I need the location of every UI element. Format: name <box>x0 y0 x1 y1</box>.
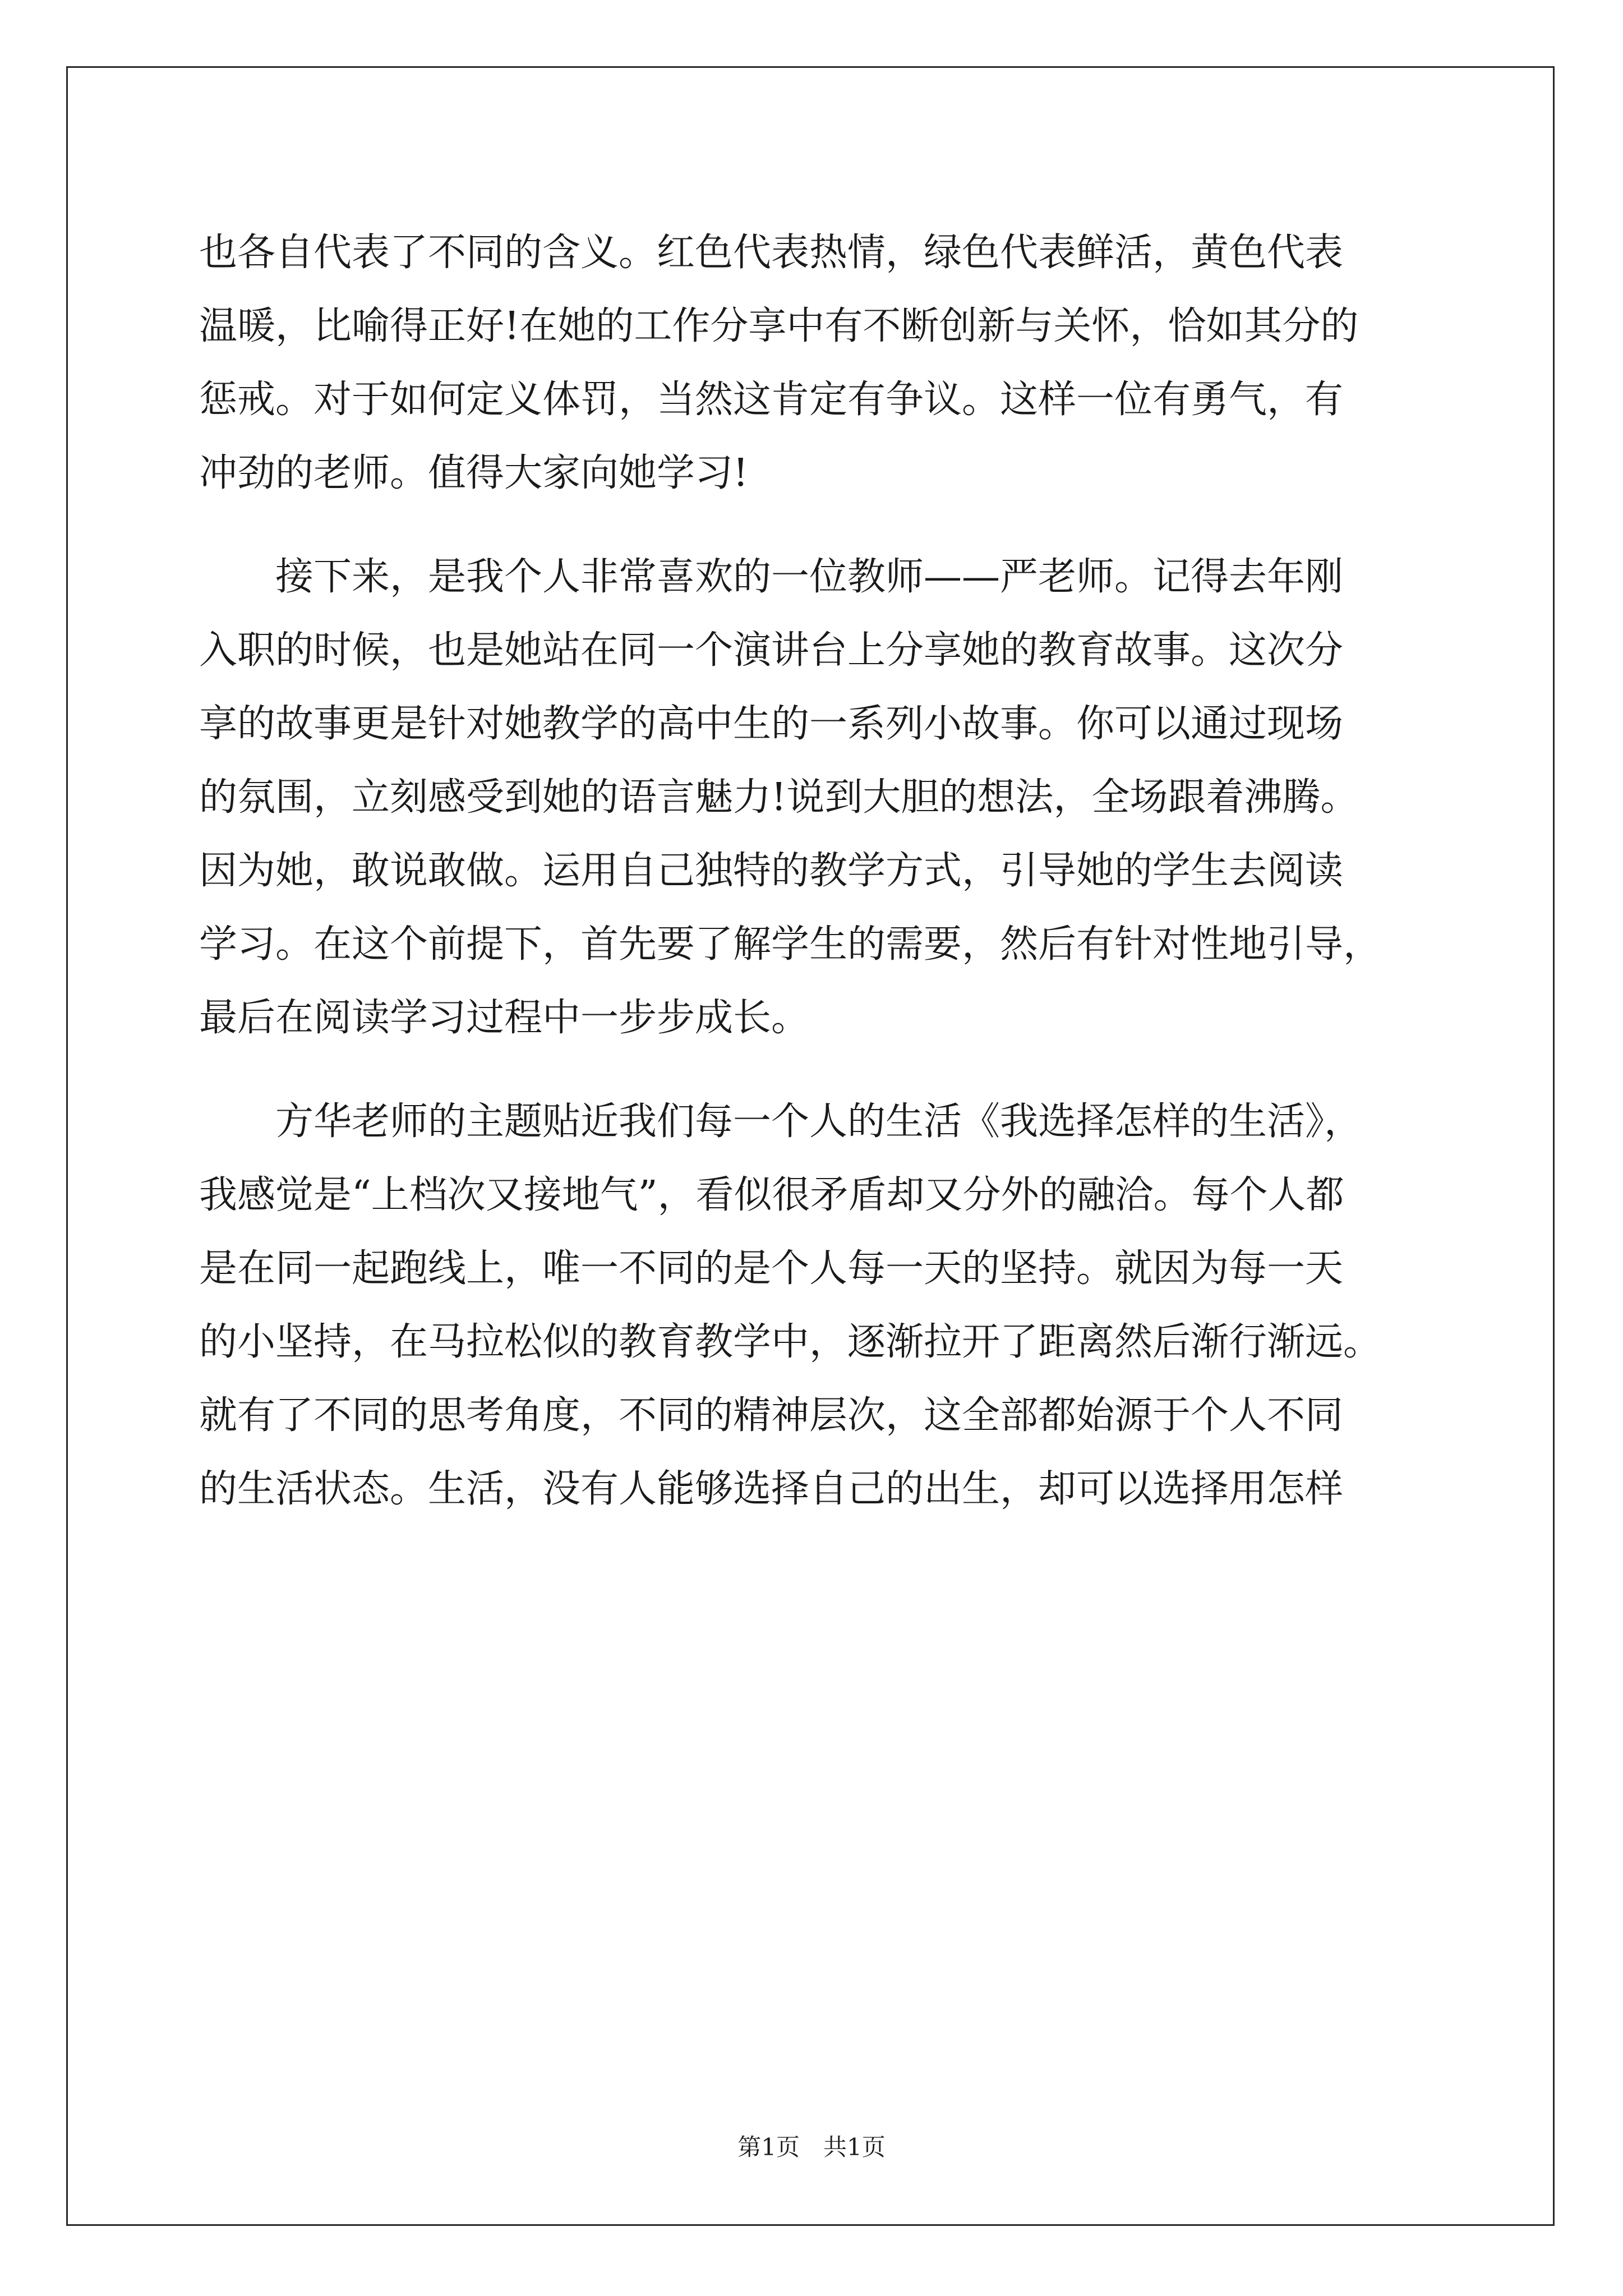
text-line: 因为她，敢说敢做。运用自己独特的教学方式，引导她的学生去阅读 <box>199 849 1344 893</box>
text-line: 最后在阅读学习过程中一步步成长。 <box>199 996 810 1040</box>
paragraph-gap <box>199 510 1422 540</box>
text-line: 是在同一起跑线上，唯一不同的是个人每一天的坚持。就因为每一天 <box>199 1246 1344 1291</box>
text-line: 温暖，比喻得正好!在她的工作分享中有不断创新与关怀，恰如其分的 <box>199 304 1359 348</box>
text-line: 冲劲的老师。值得大家向她学习! <box>199 451 749 495</box>
text-line: 的生活状态。生活，没有人能够选择自己的出生，却可以选择用怎样 <box>199 1467 1344 1511</box>
text-line: 的氛围，立刻感受到她的语言魅力!说到大胆的想法，全场跟着沸腾。 <box>199 775 1359 820</box>
text-line: 就有了不同的思考角度，不同的精神层次，这全部都始源于个人不同 <box>199 1393 1344 1438</box>
text-line: 学习。在这个前提下，首先要了解学生的需要，然后有针对性地引导， <box>199 922 1382 967</box>
document-body <box>199 216 1422 1526</box>
paragraph-gap <box>199 1055 1422 1085</box>
text-line: 也各自代表了不同的含义。红色代表热情，绿色代表鲜活，黄色代表 <box>199 231 1344 275</box>
text-line: 接下来，是我个人非常喜欢的一位教师——严老师。记得去年刚 <box>199 555 1344 599</box>
text-line: 惩戒。对于如何定义体罚，当然这肯定有争议。这样一位有勇气，有 <box>199 378 1344 422</box>
page-number-footer: 第1页 共1页 <box>737 2133 886 2161</box>
text-line: 享的故事更是针对她教学的高中生的一系列小故事。你可以通过现场 <box>199 702 1344 746</box>
text-line: 的小坚持，在马拉松似的教育教学中，逐渐拉开了距离然后渐行渐远。 <box>199 1320 1382 1364</box>
text-line: 入职的时候，也是她站在同一个演讲台上分享她的教育故事。这次分 <box>199 628 1344 673</box>
text-line: 方华老师的主题贴近我们每一个人的生活《我选择怎样的生活》， <box>199 1099 1363 1144</box>
text-line: 我感觉是“上档次又接地气”，看似很矛盾却又分外的融洽。每个人都 <box>199 1173 1344 1217</box>
